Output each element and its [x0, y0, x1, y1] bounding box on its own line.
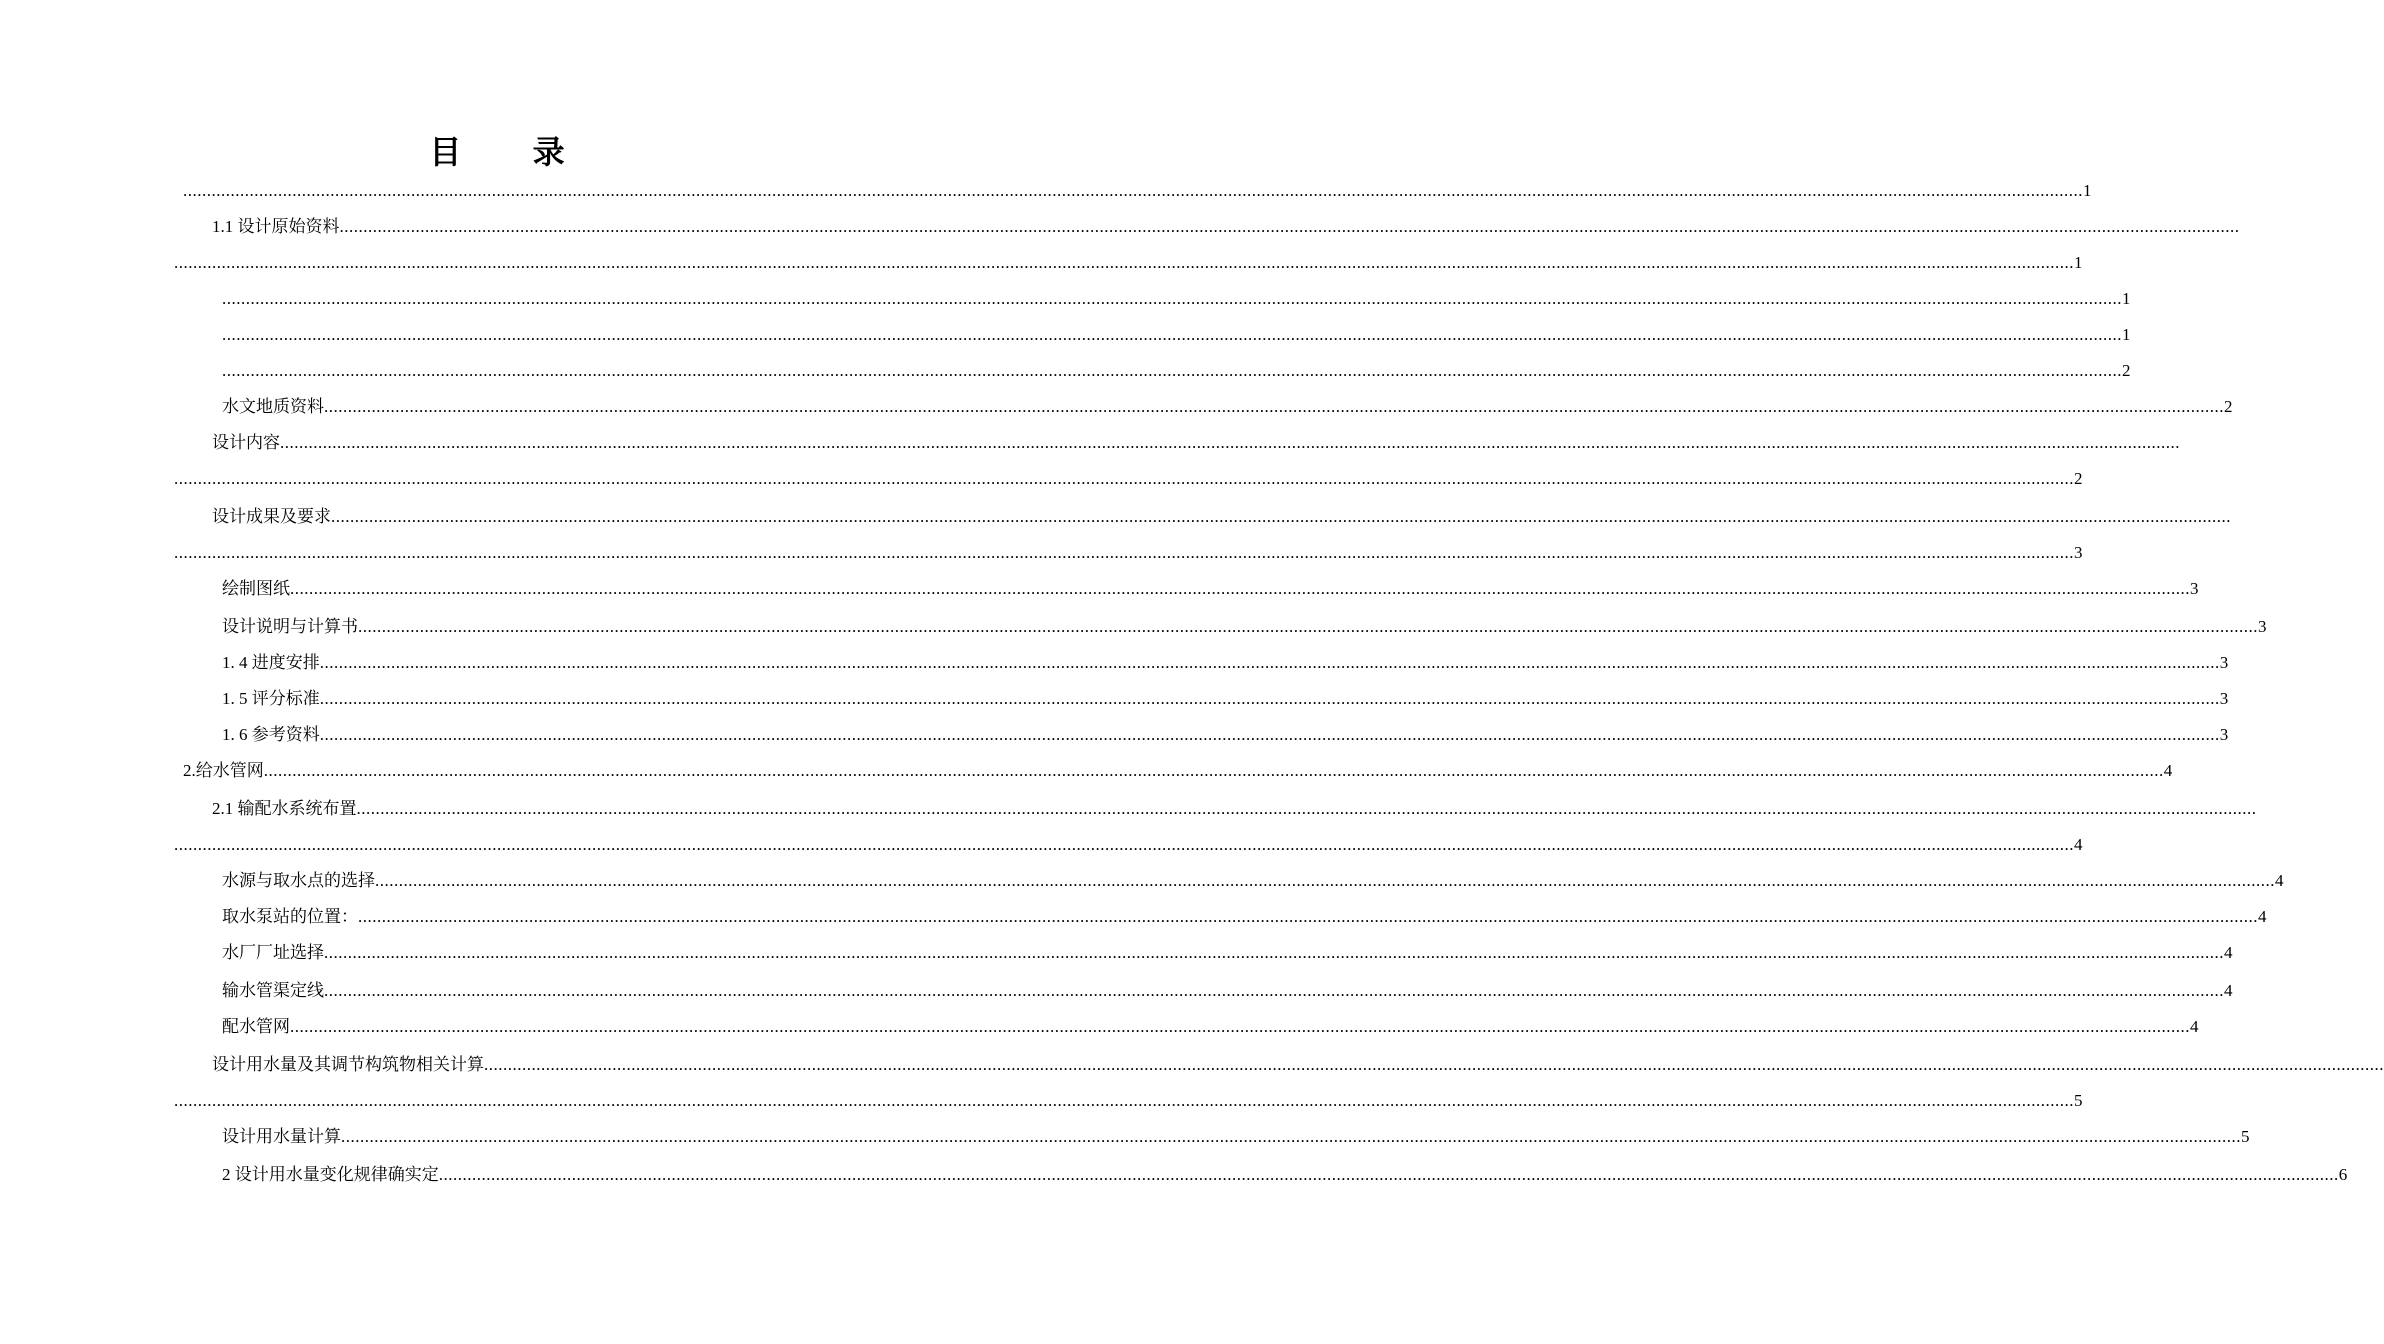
- toc-entry[interactable]: [174, 1086, 2083, 1112]
- toc-entry-title: 设计用水量及其调节构筑物相关计算: [212, 1055, 484, 1074]
- toc-entry-title: 1. 4 进度安排: [222, 653, 320, 672]
- toc-entry[interactable]: [174, 248, 2083, 274]
- toc-entry-title: 水源与取水点的选择: [222, 871, 375, 890]
- toc-entry-page-number: 2: [2122, 361, 2131, 380]
- toc-entry[interactable]: [222, 720, 2229, 746]
- toc-dot-leader: ................................................................................................................................................................................................................................................................................................................................................................................................................: [319, 689, 2220, 708]
- toc-dot-leader: ................................................................................................................................................................................................................................................................................................................................................................................................................: [183, 181, 2083, 200]
- toc-entry-title: 设计内容: [212, 433, 280, 452]
- toc-entry-page-number: 3: [2258, 617, 2267, 636]
- toc-dot-leader: ................................................................................................................................................................................................................................................................................................................................................................................................................: [356, 799, 2257, 818]
- toc-entry-title: 1. 6 参考资料: [222, 725, 320, 744]
- toc-entry-title: 2 设计用水量变化规律确实定: [222, 1165, 439, 1184]
- toc-dot-leader: ................................................................................................................................................................................................................................................................................................................................................................................................................: [438, 1165, 2339, 1184]
- toc-dot-leader: ................................................................................................................................................................................................................................................................................................................................................................................................................: [324, 397, 2224, 416]
- toc-entry-page-number: 3: [2190, 579, 2199, 598]
- toc-dot-leader: ................................................................................................................................................................................................................................................................................................................................................................................................................: [319, 653, 2220, 672]
- toc-dot-leader: ................................................................................................................................................................................................................................................................................................................................................................................................................: [331, 507, 2231, 526]
- toc-entry-page-number: 1: [2122, 325, 2131, 344]
- toc-entry[interactable]: [222, 976, 2233, 1002]
- toc-dot-leader: ................................................................................................................................................................................................................................................................................................................................................................................................................: [358, 907, 2258, 926]
- toc-entry[interactable]: [212, 794, 2257, 820]
- toc-dot-leader: ................................................................................................................................................................................................................................................................................................................................................................................................................: [222, 361, 2122, 380]
- toc-dot-leader: ................................................................................................................................................................................................................................................................................................................................................................................................................: [222, 325, 2122, 344]
- toc-dot-leader: ................................................................................................................................................................................................................................................................................................................................................................................................................: [174, 835, 2074, 854]
- toc-entry-page-number: 3: [2074, 543, 2083, 562]
- toc-dot-leader: ................................................................................................................................................................................................................................................................................................................................................................................................................: [319, 725, 2220, 744]
- toc-dot-leader: ................................................................................................................................................................................................................................................................................................................................................................................................................: [174, 253, 2074, 272]
- toc-entry[interactable]: [212, 428, 2180, 454]
- toc-dot-leader: ................................................................................................................................................................................................................................................................................................................................................................................................................: [263, 761, 2164, 780]
- toc-entry-title: 设计用水量计算: [222, 1127, 341, 1146]
- toc-entry-page-number: 4: [2275, 871, 2284, 890]
- toc-entry-page-number: 3: [2219, 725, 2229, 744]
- toc-entry[interactable]: [222, 938, 2233, 964]
- toc-entry[interactable]: [222, 684, 2229, 710]
- toc-entry-page-number: 6: [2338, 1165, 2348, 1184]
- toc-entry-page-number: 2: [2074, 469, 2083, 488]
- toc-dot-leader: ................................................................................................................................................................................................................................................................................................................................................................................................................: [280, 433, 2180, 452]
- toc-entry-page-number: 2: [2224, 397, 2233, 416]
- toc-entry[interactable]: [222, 574, 2199, 600]
- toc-entry[interactable]: [222, 648, 2229, 674]
- toc-entry-title: 1. 5 评分标准: [222, 689, 320, 708]
- toc-entry[interactable]: [212, 502, 2231, 528]
- toc-entry-page-number: 1: [2122, 289, 2131, 308]
- toc-entry-title: 设计说明与计算书: [222, 617, 358, 636]
- toc-entry-page-number: 4: [2224, 943, 2233, 962]
- toc-dot-leader: ................................................................................................................................................................................................................................................................................................................................................................................................................: [341, 1127, 2241, 1146]
- toc-entry-title: 配水管网: [222, 1017, 290, 1036]
- toc-entry[interactable]: [212, 212, 2240, 238]
- toc-entry-page-number: 4: [2074, 835, 2083, 854]
- toc-entry-page-number: 1: [2074, 253, 2083, 272]
- toc-dot-leader: ................................................................................................................................................................................................................................................................................................................................................................................................................: [484, 1055, 2384, 1074]
- toc-entry[interactable]: [222, 284, 2131, 310]
- toc-entry-title: 设计成果及要求: [212, 507, 331, 526]
- toc-entry-page-number: 3: [2219, 653, 2229, 672]
- toc-dot-leader: ................................................................................................................................................................................................................................................................................................................................................................................................................: [324, 981, 2224, 1000]
- toc-dot-leader: ................................................................................................................................................................................................................................................................................................................................................................................................................: [290, 579, 2190, 598]
- toc-dot-leader: ................................................................................................................................................................................................................................................................................................................................................................................................................: [174, 543, 2074, 562]
- toc-entry-page-number: 3: [2219, 689, 2229, 708]
- toc-entry[interactable]: [222, 612, 2267, 638]
- toc-dot-leader: ................................................................................................................................................................................................................................................................................................................................................................................................................: [174, 469, 2074, 488]
- toc-entry-page-number: 1: [2083, 181, 2092, 200]
- toc-entry[interactable]: [222, 392, 2233, 418]
- toc-entry-title: 输水管渠定线: [222, 981, 324, 1000]
- toc-entry[interactable]: [174, 538, 2083, 564]
- toc-entry[interactable]: [222, 356, 2131, 382]
- toc-entry[interactable]: [222, 1160, 2348, 1186]
- toc-entry[interactable]: [212, 1050, 2384, 1076]
- toc-entry-title: 取水泵站的位置：: [222, 907, 358, 926]
- toc-entry[interactable]: [222, 902, 2267, 928]
- toc-dot-leader: ................................................................................................................................................................................................................................................................................................................................................................................................................: [174, 1091, 2074, 1110]
- toc-dot-leader: ................................................................................................................................................................................................................................................................................................................................................................................................................: [324, 943, 2224, 962]
- toc-entry-title: 水厂厂址选择: [222, 943, 324, 962]
- toc-dot-leader: ................................................................................................................................................................................................................................................................................................................................................................................................................: [358, 617, 2258, 636]
- toc-entry[interactable]: [174, 830, 2083, 856]
- toc-entry-page-number: 5: [2074, 1091, 2083, 1110]
- toc-dot-leader: ................................................................................................................................................................................................................................................................................................................................................................................................................: [339, 217, 2240, 236]
- page-title: 目 录: [429, 133, 595, 171]
- toc-entry-title: 1.1 设计原始资料: [212, 217, 340, 236]
- toc-dot-leader: ................................................................................................................................................................................................................................................................................................................................................................................................................: [222, 289, 2122, 308]
- toc-dot-leader: ................................................................................................................................................................................................................................................................................................................................................................................................................: [375, 871, 2275, 890]
- toc-entry[interactable]: [222, 320, 2131, 346]
- toc-entry-title: 水文地质资料: [222, 397, 324, 416]
- toc-entry-page-number: 4: [2163, 761, 2173, 780]
- toc-dot-leader: ................................................................................................................................................................................................................................................................................................................................................................................................................: [290, 1017, 2190, 1036]
- toc-entry-title: 绘制图纸: [222, 579, 290, 598]
- toc-entry[interactable]: [222, 866, 2284, 892]
- toc-entry[interactable]: [222, 1012, 2199, 1038]
- toc-entry[interactable]: [174, 464, 2083, 490]
- toc-entry[interactable]: [222, 1122, 2250, 1148]
- toc-entry-title: 2.给水管网: [183, 761, 264, 780]
- toc-entry-page-number: 5: [2241, 1127, 2250, 1146]
- toc-entry-title: 2.1 输配水系统布置: [212, 799, 357, 818]
- toc-entry[interactable]: [183, 756, 2173, 782]
- toc-entry-page-number: 4: [2258, 907, 2267, 926]
- toc-entry-page-number: 4: [2224, 981, 2233, 1000]
- toc-entry[interactable]: [183, 176, 2092, 202]
- toc-entry-page-number: 4: [2190, 1017, 2199, 1036]
